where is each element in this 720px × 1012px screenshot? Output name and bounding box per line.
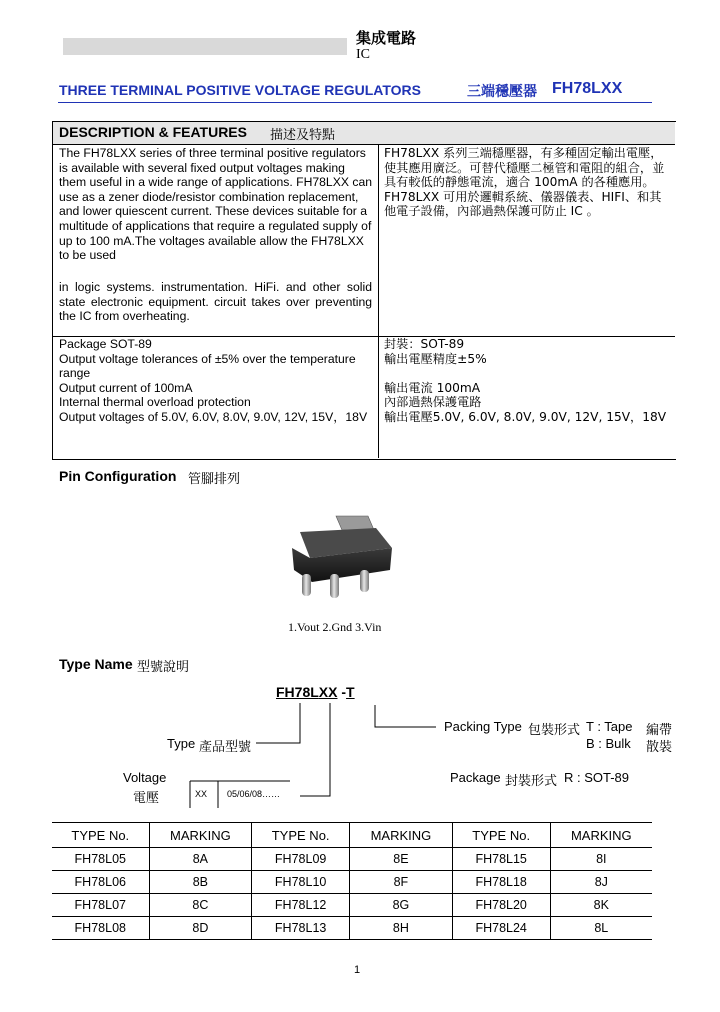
document-title: THREE TERMINAL POSITIVE VOLTAGE REGULATORS — [59, 82, 421, 98]
feature-item-cn: 封裝：SOT-89 — [384, 337, 465, 351]
type-connector — [256, 703, 300, 743]
pin-caption: 1.Vout 2.Gnd 3.Vin — [288, 620, 382, 634]
document-title-cn: 三端穩壓器 — [467, 84, 537, 100]
packing-type-label-cn: 包裝形式 — [528, 723, 581, 738]
table-header: TYPE No. — [452, 823, 550, 848]
table-cell: FH78L18 — [452, 871, 550, 894]
description-text-en-2: in logic systems. instrumentation. HiFi. and other solid state electronic equipment. circuit takes over preventing the IC from overheating. — [59, 280, 372, 324]
table-cell: FH78L20 — [452, 894, 550, 917]
type-name-heading: Type Name — [59, 656, 133, 672]
packing-connector — [375, 705, 436, 727]
table-cell: 8I — [550, 848, 652, 871]
pin-config-heading: Pin Configuration — [59, 468, 177, 484]
package-sot89: R : SOT-89 — [564, 770, 630, 785]
table-header: TYPE No. — [52, 823, 149, 848]
table-cell: 8C — [149, 894, 252, 917]
table-cell: 8E — [350, 848, 453, 871]
marking-table — [52, 822, 652, 940]
type-code-xx: XX — [318, 684, 338, 700]
feature-item: Output voltage tolerances of ±5% over the temperature range — [59, 351, 356, 381]
table-cell: FH78L07 — [52, 894, 149, 917]
type-label: Type — [167, 736, 196, 751]
packing-bulk: B : Bulk — [586, 736, 631, 751]
table-cell: 8G — [350, 894, 453, 917]
description-text-cn: FH78LXX 系列三端穩壓器，有多種固定輸出電壓，使其應用廣泛。可替代穩壓二極管和電阻的組合，並具有較低的靜態電流，適合 100mA 的各種應用。FH78LXX 可用於邏輯系統、儀器儀表、HIFI、和其他電子設備，內部過熱保護可防止 IC 。 — [384, 146, 665, 219]
table-cell: FH78L05 — [52, 848, 149, 871]
type-code-prefix: FH78L — [276, 684, 319, 700]
packing-type-label: Packing Type — [444, 719, 522, 734]
feature-item: Output current of 100mA — [59, 380, 193, 395]
table-cell: 8B — [149, 871, 252, 894]
feature-item-cn: 內部過熱保護電路 — [384, 395, 482, 410]
table-cell: 8D — [149, 917, 252, 940]
table-row — [52, 848, 652, 871]
voltage-xx: XX — [195, 789, 208, 799]
voltage-label: Voltage — [123, 770, 167, 785]
category-label: IC — [356, 47, 370, 62]
table-header: MARKING — [350, 823, 453, 848]
table-cell: 8K — [550, 894, 652, 917]
table-cell: FH78L08 — [52, 917, 149, 940]
type-code-t: T — [346, 684, 355, 700]
feature-item: Output voltages of 5.0V, 6.0V, 8.0V, 9.0V, 12V, 15V，18V — [59, 409, 368, 424]
table-cell: 8L — [550, 917, 652, 940]
packing-bulk-cn: 散裝 — [646, 740, 673, 755]
company-name: 集成電路 — [356, 29, 417, 47]
table-cell: FH78L12 — [252, 894, 350, 917]
table-header: MARKING — [550, 823, 652, 848]
table-cell: FH78L15 — [452, 848, 550, 871]
voltage-values: 05/06/08…… — [227, 789, 281, 799]
table-cell: 8H — [350, 917, 453, 940]
table-row — [52, 894, 652, 917]
table-cell: FH78L09 — [252, 848, 350, 871]
type-code-dash: - — [341, 684, 347, 700]
feature-item-cn: 輸出電壓精度±5% — [384, 351, 487, 366]
part-number: FH78LXX — [552, 80, 623, 97]
type-label-cn: 產品型號 — [199, 740, 252, 755]
table-header: MARKING — [149, 823, 252, 848]
table-cell: FH78L13 — [252, 917, 350, 940]
table-cell: 8J — [550, 871, 652, 894]
table-cell: FH78L06 — [52, 871, 149, 894]
page-number: 1 — [354, 964, 361, 976]
table-cell: FH78L24 — [452, 917, 550, 940]
feature-item-cn: 輸出電流 100mA — [384, 380, 481, 395]
table-header-row — [52, 823, 652, 848]
voltage-connector — [300, 703, 330, 796]
description-heading-cn: 描述及特點 — [270, 128, 336, 143]
packing-tape-cn: 編帶 — [646, 723, 673, 738]
table-cell: FH78L10 — [252, 871, 350, 894]
feature-item-cn: 輸出電壓5.0V, 6.0V, 8.0V, 9.0V, 12V, 15V，18V — [384, 409, 667, 424]
pin-config-heading-cn: 管腳排列 — [188, 472, 241, 487]
type-name-heading-cn: 型號說明 — [137, 660, 190, 675]
table-row — [52, 917, 652, 940]
table-row — [52, 871, 652, 894]
description-heading: DESCRIPTION & FEATURES — [59, 124, 247, 140]
feature-item: Package SOT-89 — [59, 337, 152, 351]
table-header: TYPE No. — [252, 823, 350, 848]
packing-tape: T : Tape — [586, 719, 633, 734]
feature-item: Internal thermal overload protection — [59, 395, 251, 410]
table-cell: 8F — [350, 871, 453, 894]
package-label: Package — [450, 770, 501, 785]
description-text-en: The FH78LXX series of three terminal positive regulators is available with several fixed output voltages making them useful in a wide range of applications. FH78LXX can use as a zener diode/resistor combination replacement, and lower quiescent current. These devices suitable for a multitude of applications that require a regulated supply of up to 100 mA.The voltages available allow the FH78LXX to be used — [59, 146, 372, 263]
voltage-label-cn: 電壓 — [133, 791, 160, 806]
table-cell: 8A — [149, 848, 252, 871]
package-label-cn: 封裝形式 — [505, 774, 558, 789]
